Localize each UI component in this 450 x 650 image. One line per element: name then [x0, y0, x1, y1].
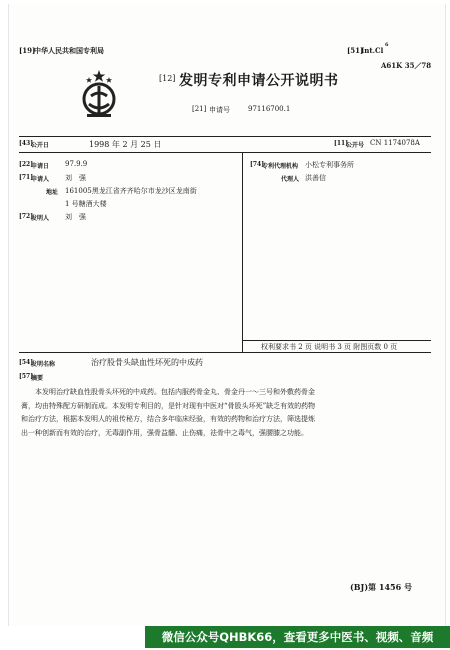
- doc-type-code: [12]: [159, 74, 176, 83]
- rule-above-claims: [242, 340, 431, 341]
- invention-title: 治疗股骨头缺血性坏死的中成药: [91, 358, 203, 367]
- page-id: (BJ)第 1456 号: [350, 582, 412, 592]
- applicant-label: 申请人: [31, 176, 50, 183]
- rule-under-pub: [19, 152, 431, 153]
- rule-top: [19, 136, 431, 137]
- patent-office-emblem-icon: [79, 68, 119, 118]
- agency-value: 小松专利事务所: [305, 161, 354, 169]
- agency-code: [74]: [250, 161, 265, 168]
- pub-date-code: [43]: [19, 140, 34, 147]
- claims-summary: 权利要求书 2 页 说明书 3 页 附图页数 0 页: [261, 343, 398, 351]
- agent-label: 代理人: [281, 176, 300, 183]
- filing-date-code: [22]: [19, 161, 34, 168]
- patent-document-page: [8, 4, 446, 626]
- inventor-code: [72]: [19, 213, 34, 220]
- rule-above-title: [19, 352, 431, 353]
- wechat-footer-banner: 微信公众号QHBK66，查看更多中医书、视频、音频: [145, 626, 450, 648]
- filing-date-value: 97.9.9: [65, 160, 88, 168]
- applicant-code: [71]: [19, 174, 34, 181]
- address-label: 地址: [46, 189, 59, 196]
- ipc-classification: A61K 35／78: [381, 61, 432, 70]
- applicant-value: 刘 强: [65, 174, 86, 182]
- pub-num-label: 公开号: [346, 142, 365, 149]
- pub-num-value: CN 1174078A: [370, 139, 420, 147]
- app-no-label: 申请号: [209, 106, 230, 114]
- filing-date-label: 申请日: [31, 163, 50, 170]
- app-no-code: [21]: [192, 105, 207, 113]
- doc-type-title: 发明专利申请公开说明书: [179, 73, 339, 89]
- agent-value: 洪善信: [305, 174, 326, 182]
- address-line-1: 161005黑龙江省齐齐哈尔市龙沙区龙南街: [65, 187, 197, 195]
- office-code: [19]: [19, 46, 36, 55]
- column-divider: [242, 152, 243, 352]
- abstract-code: [57]: [19, 373, 34, 380]
- title-label: 发明名称: [31, 361, 56, 368]
- pub-num-code: [11]: [334, 140, 349, 147]
- intcl-superscript: 6: [385, 42, 389, 48]
- address-line-2: 1 号糖酒大楼: [65, 200, 107, 208]
- abstract-text: 本发明治疗缺血性股骨头坏死的中成药。包括内服药骨金丸、骨金丹一～三号和外敷药骨金膏，均由特殊配方研制而成。本发明专利目的，是针对现有中医对“骨股头坏死”缺乏有效的药物和治疗方法，根据本发明人的祖传秘方，结合多年临床经验，有效的药物和治疗方法，筛选提炼出一种创新而有效的治疗，无毒副作用，强骨益髓、止伤痛，祛骨中之毒气，强腰膝之功能。: [21, 388, 316, 437]
- agency-label: 专利代理机构: [262, 163, 299, 170]
- app-no-value: 97116700.1: [248, 105, 291, 113]
- intcl-label: Int.Cl: [361, 46, 384, 55]
- pub-date-label: 公开日: [31, 142, 50, 149]
- title-code: [54]: [19, 359, 34, 366]
- inventor-label: 发明人: [31, 215, 50, 222]
- inventor-value: 刘 强: [65, 213, 86, 221]
- pub-date-value: 1998 年 2 月 25 日: [89, 140, 162, 149]
- abstract-label: 摘要: [31, 375, 44, 382]
- office-name: 中华人民共和国专利局: [34, 46, 104, 55]
- intcl-code: [51]: [347, 46, 364, 55]
